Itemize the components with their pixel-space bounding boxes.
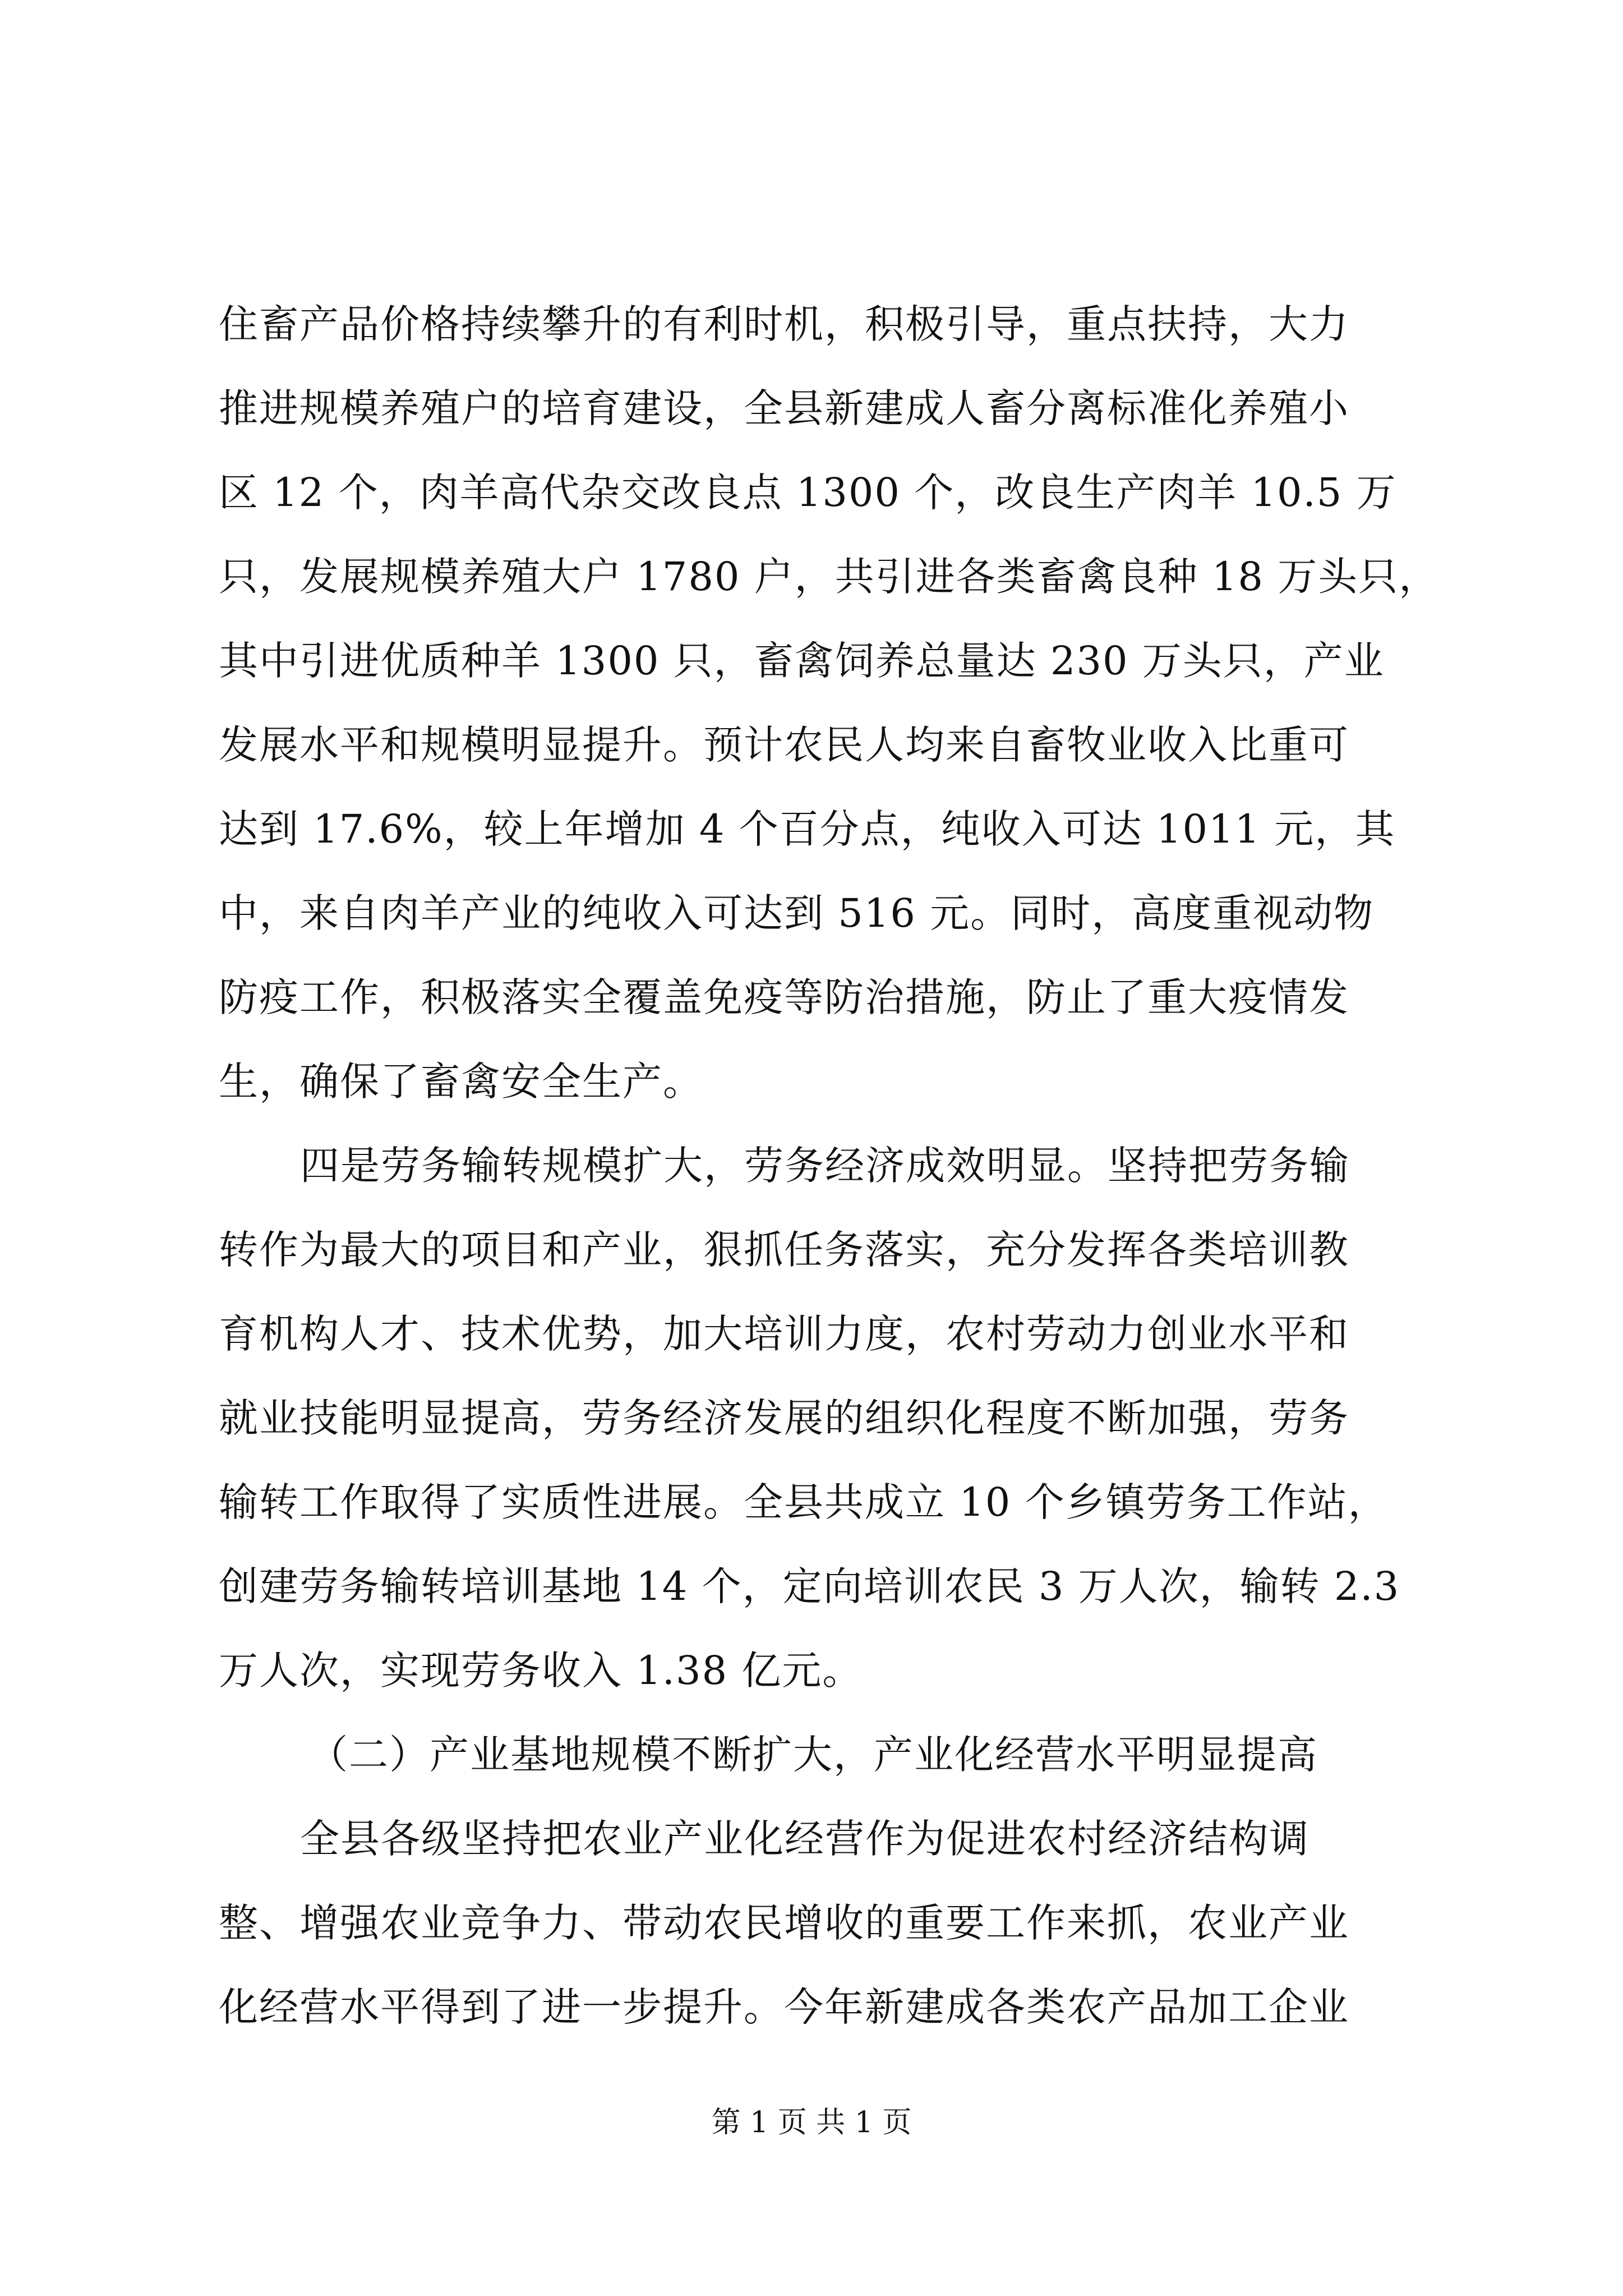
text-line: 创建劳务输转培训基地 14 个，定向培训农民 3 万人次，输转 2.3 bbox=[219, 1563, 1400, 1609]
text-line: 推进规模养殖户的培育建设，全县新建成人畜分离标准化养殖小 bbox=[219, 385, 1349, 431]
text-line: 全县各级坚持把农业产业化经营作为促进农村经济结构调 bbox=[300, 1816, 1310, 1862]
text-line: 转作为最大的项目和产业，狠抓任务落实，充分发挥各类培训教 bbox=[219, 1227, 1349, 1273]
text-line: 住畜产品价格持续攀升的有利时机，积极引导，重点扶持，大力 bbox=[219, 301, 1349, 347]
text-line: 防疫工作，积极落实全覆盖免疫等防治措施，防止了重大疫情发 bbox=[219, 974, 1349, 1020]
text-line: 化经营水平得到了进一步提升。今年新建成各类农产品加工企业 bbox=[219, 1984, 1349, 2030]
text-line: 达到 17.6%，较上年增加 4 个百分点，纯收入可达 1011 元，其 bbox=[219, 806, 1396, 852]
text-line: 四是劳务输转规模扩大，劳务经济成效明显。坚持把劳务输 bbox=[300, 1143, 1350, 1189]
text-line: 育机构人才、技术优势，加大培训力度，农村劳动力创业水平和 bbox=[219, 1311, 1349, 1357]
text-line: 中，来自肉羊产业的纯收入可达到 516 元。同时，高度重视动物 bbox=[219, 890, 1375, 936]
text-line: 输转工作取得了实质性进展。全县共成立 10 个乡镇劳务工作站， bbox=[219, 1479, 1389, 1525]
text-line: 生，确保了畜禽安全生产。 bbox=[219, 1059, 703, 1105]
text-line: 就业技能明显提高，劳务经济发展的组织化程度不断加强，劳务 bbox=[219, 1395, 1349, 1441]
text-line: 万人次，实现劳务收入 1.38 亿元。 bbox=[219, 1648, 863, 1694]
text-line: 其中引进优质种羊 1300 只，畜禽饲养总量达 230 万头只，产业 bbox=[219, 638, 1385, 684]
text-line: 只，发展规模养殖大户 1780 户，共引进各类畜禽良种 18 万头只， bbox=[219, 554, 1440, 600]
page-footer: 第 1 页 共 1 页 bbox=[711, 2106, 912, 2139]
text-line: 区 12 个，肉羊高代杂交改良点 1300 个，改良生产肉羊 10.5 万 bbox=[219, 470, 1397, 516]
text-line: 发展水平和规模明显提升。预计农民人均来自畜牧业收入比重可 bbox=[219, 722, 1349, 768]
text-line: 整、增强农业竞争力、带动农民增收的重要工作来抓，农业产业 bbox=[219, 1900, 1349, 1946]
section-heading: （二）产业基地规模不断扩大，产业化经营水平明显提高 bbox=[308, 1732, 1318, 1778]
